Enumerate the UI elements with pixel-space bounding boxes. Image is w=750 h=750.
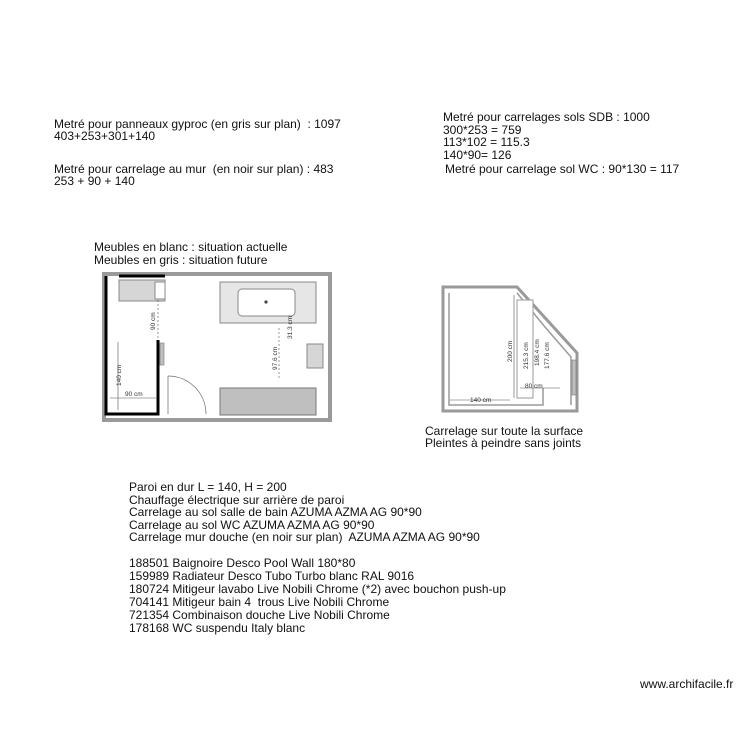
gyproc-calc: 403+253+301+140: [54, 129, 156, 143]
dim-label-140-right: 140 cm: [470, 397, 492, 404]
dim-label-215: 215.3 cm: [523, 342, 530, 369]
spec-line-3: Carrelage au sol salle de bain AZUMA AZMA AG 90*90: [129, 505, 422, 519]
dim-label-177: 177.6 cm: [544, 342, 551, 369]
spec-line-1: Paroi en dur L = 140, H = 200: [129, 480, 287, 494]
dim-label-90-vertical: 90 cm: [150, 312, 157, 330]
product-line: 704141 Mitigeur bain 4 trous Live Nobili Chrome: [129, 595, 390, 609]
wc-note-2: Pleintes à peindre sans joints: [425, 436, 582, 450]
dim-label-31: 31.3 cm: [287, 315, 294, 339]
floor-sdb-line-2: 113*102 = 115.3: [443, 135, 530, 149]
legend-grey: Meubles en gris : situation future: [94, 253, 268, 267]
dim-label-200: 200 cm: [507, 340, 514, 362]
floor-wc-note: Metré pour carrelage sol WC : 90*130 = 117: [445, 162, 680, 176]
product-line: 180724 Mitigeur lavabo Live Nobili Chrome (*2) avec bouchon push-up: [129, 582, 506, 596]
dim-label-97: 97.6 cm: [272, 346, 279, 370]
dim-label-198: 198.4 cm: [534, 339, 541, 366]
floor-sdb-line-3: 140*90= 126: [443, 148, 512, 162]
gyproc-title: Metré pour panneaux gyproc (en gris sur plan) : 1097: [54, 117, 341, 131]
wall-tile-calc: 253 + 90 + 140: [54, 174, 135, 188]
floor-sdb-title: Metré pour carrelages sols SDB : 1000: [443, 110, 650, 124]
product-line: 178168 WC suspendu Italy blanc: [129, 621, 306, 635]
dim-label-140-left: 140 cm: [116, 364, 123, 386]
spec-line-2: Chauffage électrique sur arrière de paroi: [129, 493, 345, 507]
wall-tile-title: Metré pour carrelage au mur (en noir sur plan) : 483: [54, 162, 334, 176]
radiator: [307, 344, 323, 368]
dim-label-80: 80 cm: [525, 383, 543, 390]
legend-white: Meubles en blanc : situation actuelle: [94, 240, 288, 254]
product-line: 188501 Baignoire Desco Pool Wall 180*80: [129, 556, 356, 570]
wc-plan: [443, 287, 577, 411]
floor-sdb-line-1: 300*253 = 759: [443, 123, 522, 137]
washbasin-side: [155, 282, 165, 299]
spec-line-5: Carrelage mur douche (en noir sur plan) AZUMA AZMA AG 90*90: [129, 530, 480, 544]
bathtub-drain: [264, 300, 267, 303]
partition-small: [160, 343, 164, 365]
product-line: 159989 Radiateur Desco Tubo Turbo blanc RAL 9016: [129, 569, 415, 583]
product-line: 721354 Combinaison douche Live Nobili Chrome: [129, 608, 390, 622]
wc-fixture: [572, 360, 576, 395]
dim-label-90-bottom: 90 cm: [125, 391, 143, 398]
bathroom-plan: [104, 274, 330, 420]
spec-line-4: Carrelage au sol WC AZUMA AZMA AG 90*90: [129, 518, 375, 532]
archifacile-credit: www.archifacile.fr: [640, 677, 734, 691]
wc-note-1: Carrelage sur toute la surface: [425, 424, 584, 438]
future-furniture: [220, 388, 316, 415]
